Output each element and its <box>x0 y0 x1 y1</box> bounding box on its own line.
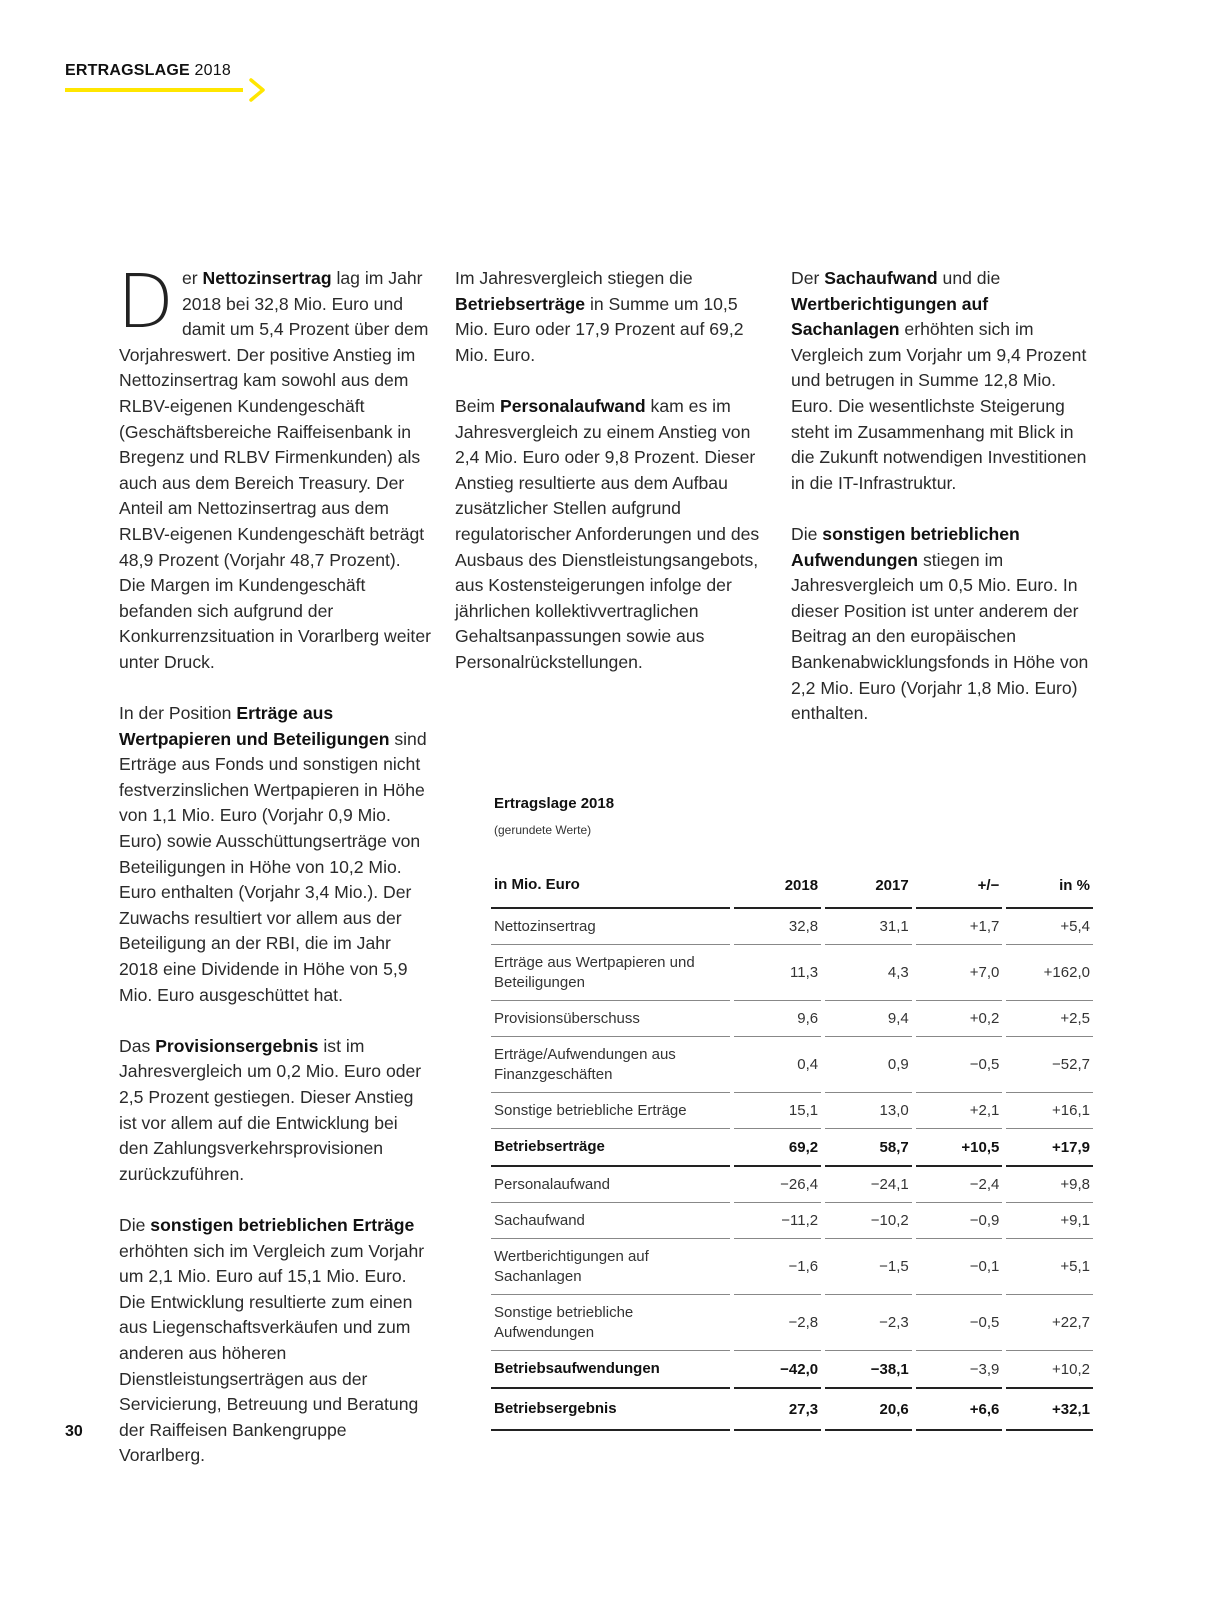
arrow-right-icon <box>245 77 269 103</box>
table-cell: Erträge/Aufwendungen aus Finanzgeschäften <box>491 1037 730 1093</box>
table-cell: −0,5 <box>916 1037 1003 1093</box>
table-cell: +7,0 <box>916 945 1003 1001</box>
table-cell: +10,5 <box>916 1129 1003 1167</box>
table-header-cell: 2017 <box>825 863 912 909</box>
table-row <box>491 1001 1093 1037</box>
table-cell: 13,0 <box>825 1093 912 1129</box>
table-row-total <box>491 1389 1093 1431</box>
table-cell: −42,0 <box>734 1351 821 1389</box>
paragraph-sachaufwand: Der Sachaufwand und die Wertberichtigungen auf Sachanlagen erhöhten sich im Vergleich zum Vorjahr um 9,4 Prozent und betrugen in Summe 12,8 Mio. Euro. Die wesentlichste Steigerung steht im Zusammenhang mit Blick in die Zukunft notwendigen Investitionen in die IT-Infrastruktur. <box>791 268 1087 493</box>
table-cell: 4,3 <box>825 945 912 1001</box>
table-row <box>491 945 1093 1001</box>
paragraph-sonstige-ertraege: Die sonstigen betrieblichen Erträge erhöhten sich im Vergleich zum Vorjahr um 2,1 Mio. Euro auf 15,1 Mio. Euro. Die Entwicklung resultierte zum einen aus Liegenschaftsverkäufen und zum anderen aus höheren Dienstleistungserträgen aus der Servicierung, Betreuung und Beratung der Raiffeisen Bankengruppe Vorarlberg. <box>119 1214 425 1466</box>
table-cell: −3,9 <box>916 1351 1003 1389</box>
table-cell: +32,1 <box>1006 1389 1093 1431</box>
paragraph-personalaufwand: Beim Personalaufwand kam es im Jahresvergleich zu einem Anstieg von 2,4 Mio. Euro oder 9,8 Prozent. Dieser Anstieg resultierte aus dem Aufbau zusätzlicher Stellen aufgrund regulatorischer Anforderungen und des Ausbaus des Dienstleistungsangebots, aus Kostensteigerungen infolge der jährlichen kollektivvertraglichen Gehaltsanpassungen sowie aus Personalrückstellungen. <box>455 395 760 672</box>
paragraph-sonstige-aufwendungen: Die sonstigen betrieblichen Aufwendungen stiegen im Jahresvergleich um 0,5 Mio. Euro. In dieser Position ist unter anderem der Beitrag an den europäischen Bankenabwicklungsfonds in Höhe von 2,2 Mio. Euro (Vorjahr 1,8 Mio. Euro) enthalten. <box>791 523 1089 724</box>
table-cell: Sonstige betriebliche Aufwendungen <box>491 1295 730 1351</box>
table-cell: 20,6 <box>825 1389 912 1431</box>
table-cell: −0,5 <box>916 1295 1003 1351</box>
table-cell: 9,6 <box>734 1001 821 1037</box>
table-cell: +9,1 <box>1006 1203 1093 1239</box>
table-cell: −52,7 <box>1006 1037 1093 1093</box>
table-row-subtotal <box>491 1129 1093 1167</box>
table-cell: Betriebsergebnis <box>491 1389 730 1431</box>
table-row <box>491 1239 1093 1295</box>
table-cell: +9,8 <box>1006 1167 1093 1203</box>
text-column-1 <box>117 259 431 1495</box>
table-cell: 0,4 <box>734 1037 821 1093</box>
table-cell: 9,4 <box>825 1001 912 1037</box>
table-row-subtotal <box>491 1351 1093 1389</box>
table-cell: −0,1 <box>916 1239 1003 1295</box>
table-header-row <box>491 863 1093 909</box>
table-cell: 15,1 <box>734 1093 821 1129</box>
table-cell: 0,9 <box>825 1037 912 1093</box>
table-cell: 32,8 <box>734 909 821 945</box>
table-cell: −0,9 <box>916 1203 1003 1239</box>
table-cell: 69,2 <box>734 1129 821 1167</box>
paragraph-nettozinsertrag: Der Nettozinsertrag lag im Jahr 2018 bei 32,8 Mio. Euro und damit um 5,4 Prozent über dem Vorjahreswert. Der positive Anstieg im Nettozinsertrag kam sowohl aus dem RLBV-eigenen Kundengeschäft (Geschäftsbereiche Raiffeisenbank in Bregenz und RLBV Firmenkunden) als auch aus dem Bereich Treasury. Der Anteil am Nettozinsertrag aus dem RLBV-eigenen Kundengeschäft beträgt 48,9 Prozent (Vorjahr 48,7 Prozent). Die Margen im Kundengeschäft befanden sich aufgrund der Konkurrenzsituation in Vorarlberg weiter unter Druck. <box>117 259 431 672</box>
text-column-2 <box>455 266 765 701</box>
table-cell: 31,1 <box>825 909 912 945</box>
table-header-cell: in % <box>1006 863 1093 909</box>
table-cell: +5,1 <box>1006 1239 1093 1295</box>
table-cell: Personalaufwand <box>491 1167 730 1203</box>
table-cell: Erträge aus Wertpapieren und Beteiligungen <box>491 945 730 1001</box>
table-header-cell: +/− <box>916 863 1003 909</box>
table-cell: 58,7 <box>825 1129 912 1167</box>
table-cell: Sachaufwand <box>491 1203 730 1239</box>
table-cell: Betriebserträge <box>491 1129 730 1167</box>
table-cell: +2,1 <box>916 1093 1003 1129</box>
table-cell: Sonstige betriebliche Erträge <box>491 1093 730 1129</box>
table-cell: +162,0 <box>1006 945 1093 1001</box>
section-header <box>65 62 231 80</box>
table-cell: +0,2 <box>916 1001 1003 1037</box>
table-cell: 11,3 <box>734 945 821 1001</box>
table-cell: −24,1 <box>825 1167 912 1203</box>
paragraph-provisionsergebnis: Das Provisionsergebnis ist im Jahresvergleich um 0,2 Mio. Euro oder 2,5 Prozent gestiegen. Dieser Anstieg ist vor allem auf die Entwicklung bei den Zahlungsverkehrsprovisionen zurückzuführen. <box>119 1035 422 1184</box>
table-cell: Betriebsaufwendungen <box>491 1351 730 1389</box>
table-cell: −10,2 <box>825 1203 912 1239</box>
table-cell: −2,8 <box>734 1295 821 1351</box>
page-number: 30 <box>65 1423 83 1440</box>
table-row <box>491 1295 1093 1351</box>
table-row <box>491 1093 1093 1129</box>
table-cell: +6,6 <box>916 1389 1003 1431</box>
table-cell: −11,2 <box>734 1203 821 1239</box>
table-cell: Provisionsüberschuss <box>491 1001 730 1037</box>
header-underline <box>65 88 243 92</box>
table-row <box>491 1203 1093 1239</box>
ertragslage-table <box>491 863 1093 1431</box>
table-cell: −1,6 <box>734 1239 821 1295</box>
table-cell: Wertberichtigungen auf Sachanlagen <box>491 1239 730 1295</box>
table-cell: −2,3 <box>825 1295 912 1351</box>
table-cell: +5,4 <box>1006 909 1093 945</box>
table-header-cell: 2018 <box>734 863 821 909</box>
table-cell: +2,5 <box>1006 1001 1093 1037</box>
table-cell: +22,7 <box>1006 1295 1093 1351</box>
table-row <box>491 909 1093 945</box>
text-column-3 <box>791 266 1101 752</box>
table-cell: +10,2 <box>1006 1351 1093 1389</box>
dropcap: D <box>117 259 174 345</box>
table-cell: −38,1 <box>825 1351 912 1389</box>
table-cell: +1,7 <box>916 909 1003 945</box>
paragraph-wertpapiere: In der Position Erträge aus Wertpapieren und Beteiligungen sind Erträge aus Fonds und sonstigen nicht festverzinslichen Wertpapieren in Höhe von 1,1 Mio. Euro (Vorjahr 0,9 Mio. Euro) sowie Ausschüttungserträge von Beteiligungen in Höhe von 10,2 Mio. Euro enthalten (Vorjahr 3,4 Mio.). Der Zuwachs resultiert vor allem aus der Beteiligung an der RBI, die im Jahr 2018 eine Dividende in Höhe von 5,9 Mio. Euro ausgeschüttet hat. <box>119 703 427 1005</box>
table-cell: −26,4 <box>734 1167 821 1203</box>
table-cell: −1,5 <box>825 1239 912 1295</box>
table-title: Ertragslage 2018 <box>494 795 615 812</box>
table-cell: +16,1 <box>1006 1093 1093 1129</box>
table-cell: −2,4 <box>916 1167 1003 1203</box>
table-subtitle: (gerundete Werte) <box>494 823 592 837</box>
table-row <box>491 1167 1093 1203</box>
table-row <box>491 1037 1093 1093</box>
table-header-cell: in Mio. Euro <box>491 863 730 909</box>
table-cell: 27,3 <box>734 1389 821 1431</box>
paragraph-betriebsertraege: Im Jahresvergleich stiegen die Betriebserträge in Summe um 10,5 Mio. Euro oder 17,9 Prozent auf 69,2 Mio. Euro. <box>455 268 744 365</box>
section-title: ERTRAGSLAGE 2018 <box>65 62 231 79</box>
table-cell: Nettozinsertrag <box>491 909 730 945</box>
table-cell: +17,9 <box>1006 1129 1093 1167</box>
